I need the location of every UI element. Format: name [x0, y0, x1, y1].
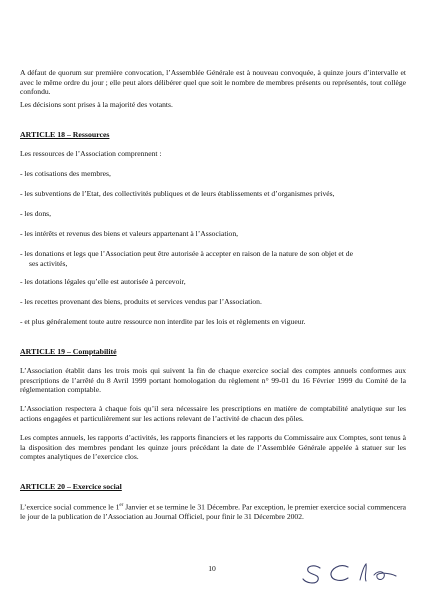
- ordinal-superscript: er: [119, 503, 124, 508]
- resource-item: - les intérêts et revenus des biens et valeurs appartenant à l’Association,: [20, 229, 239, 238]
- quorum-paragraph: A défaut de quorum sur première convocation, l’Assemblée Générale est à nouveau convoquée, à quinze jours d’intervalle et avec le même ordre du jour ; elle peut alors délibérer quel que soit le nombre de membres présents ou représentés, tout collège confondu.: [20, 68, 406, 97]
- page-number: 10: [208, 564, 216, 573]
- resource-item: [20, 249, 406, 268]
- resource-item: - les dotations légales qu’elle est autorisée à percevoir,: [20, 277, 186, 286]
- resource-item-line: - les donations et legs que l’Association peut être autorisée à accepter en raison de la nature de son objet et de: [20, 249, 353, 258]
- article-20-heading: ARTICLE 20 – Exercice social: [20, 482, 122, 491]
- article-19-paragraph-1: L’Association établit dans les trois mois qui suivent la fin de chaque exercice social des comptes annuels conformes aux prescriptions de l’arrêté du 8 Avril 1999 portant homologation du règlement n° 99-01 du 16 Février 1999 du Comité de la réglementation comptable.: [20, 366, 406, 395]
- article-20-paragraph: [20, 501, 406, 522]
- resource-item: - les cotisations des membres,: [20, 169, 111, 178]
- resource-item: - les dons,: [20, 209, 52, 218]
- resource-item: - et plus généralement toute autre ressource non interdite par les lois et règlements en vigueur.: [20, 317, 306, 326]
- handwritten-initials-signature: [300, 560, 410, 586]
- resource-item-continuation: ses activités,: [29, 258, 68, 268]
- article-20-text-start: L’exercice social commence le 1: [20, 502, 120, 512]
- article-19-paragraph-2: L’Association respectera à chaque fois qu’il sera nécessaire les prescriptions en matière de comptabilité analytique sur les actions engagées et particulièrement sur les actions relevant de l’activité de chacun des pôles.: [20, 404, 406, 423]
- article-19-heading: ARTICLE 19 – Comptabilité: [20, 347, 117, 356]
- article-20-text-rest: Janvier et se termine le 31 Décembre. Par exception, le premier exercice social commencera le jour de la publication de l’Association au Journal Officiel, pour finir le 31 Décembre 2002.: [20, 502, 406, 522]
- resource-item: - les recettes provenant des biens, produits et services vendus par l’Association.: [20, 297, 262, 306]
- article-19-paragraph-3: Les comptes annuels, les rapports d’activités, les rapports financiers et les rapports du Commissaire aux Comptes, sont tenus à la disposition des membres pendant les quinze jours précédant la date de l’Assemblée Générale appelée à statuer sur les comptes analytiques de l’exercice clos.: [20, 433, 406, 462]
- majority-paragraph: Les décisions sont prises à la majorité des votants.: [20, 100, 173, 109]
- resource-item: - les subventions de l’Etat, des collectivités publiques et de leurs établissements et d’organismes privés,: [20, 189, 335, 198]
- article-18-intro: Les ressources de l’Association comprennent :: [20, 149, 162, 158]
- article-18-heading: ARTICLE 18 – Ressources: [20, 130, 110, 139]
